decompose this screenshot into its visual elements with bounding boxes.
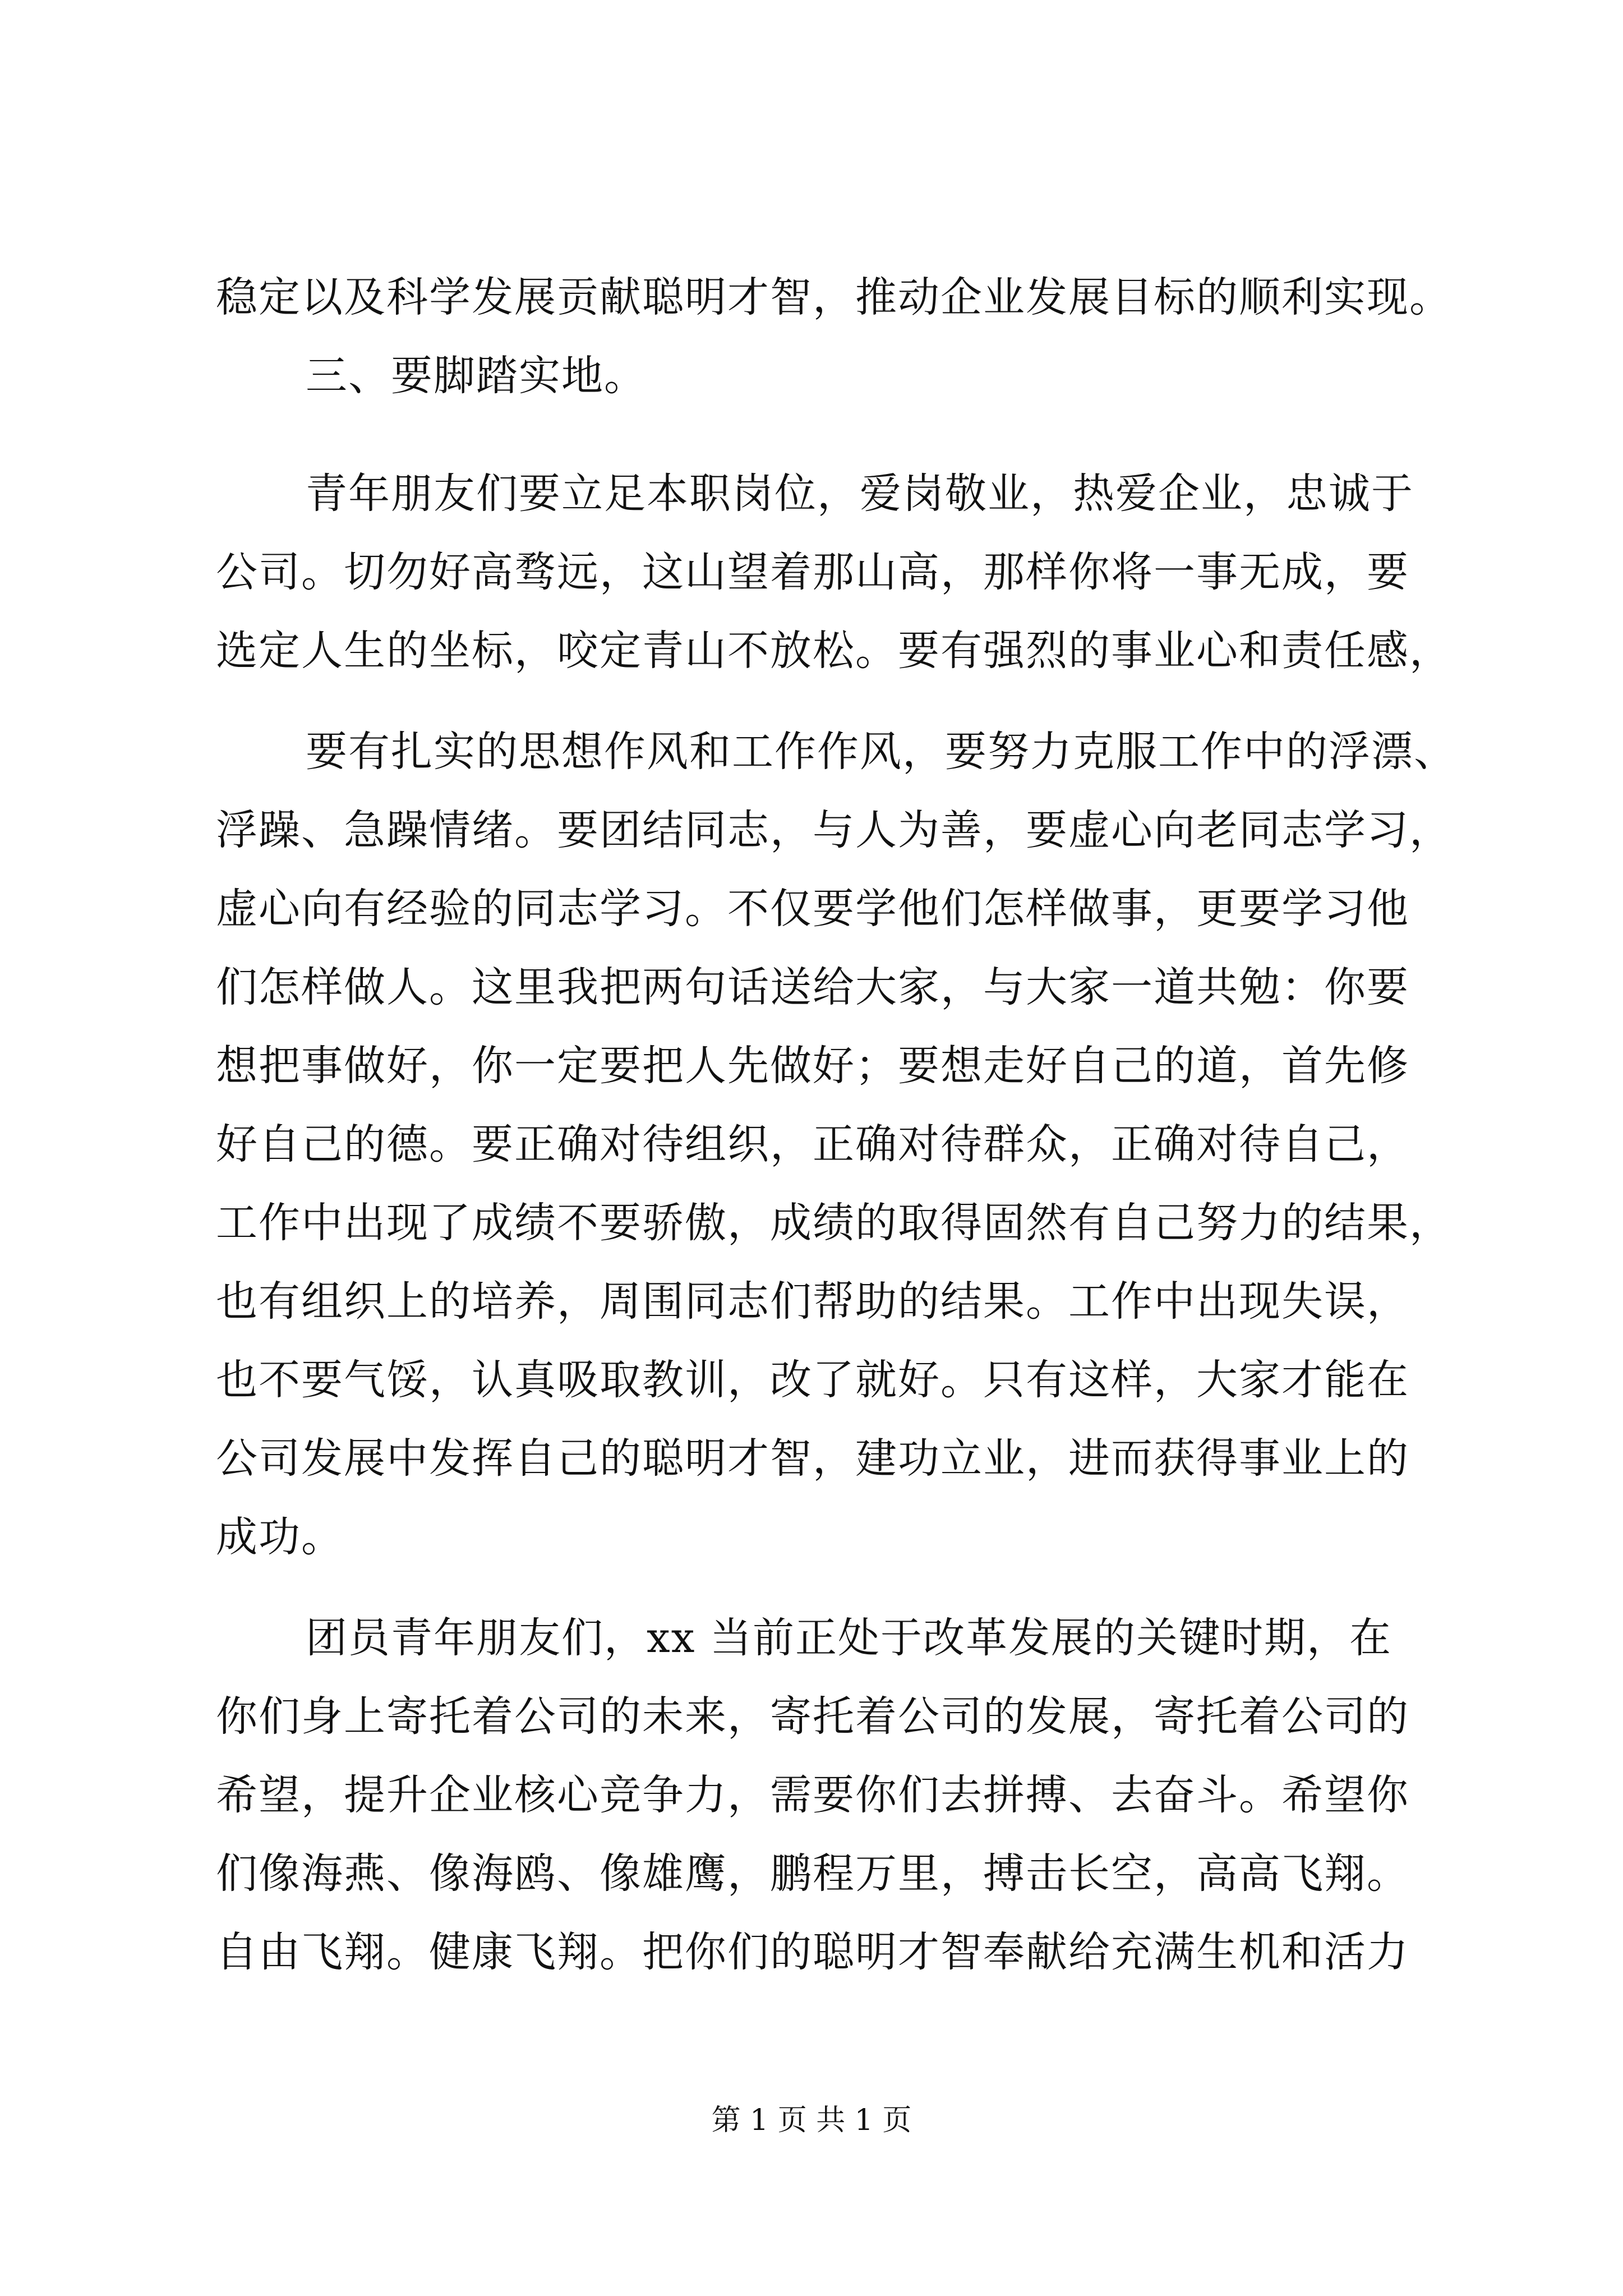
text-line: 浮躁、急躁情绪。要团结同志，与人为善，要虚心向老同志学习， (216, 806, 1452, 854)
text-line: 想把事做好，你一定要把人先做好；要想走好自己的道，首先修 (216, 1042, 1409, 1090)
text-line: 成功。 (216, 1513, 344, 1561)
text-line: 好自己的德。要正确对待组织，正确对待群众，正确对待自己， (216, 1120, 1409, 1168)
text-line: 们怎样做人。这里我把两句话送给大家，与大家一道共勉：你要 (216, 963, 1409, 1011)
text-line: 们像海燕、像海鸥、像雄鹰，鹏程万里，搏击长空，高高飞翔。 (216, 1849, 1409, 1898)
text-line: 自由飞翔。健康飞翔。把你们的聪明才智奉献给充满生机和活力 (216, 1928, 1409, 1976)
text-line: 青年朋友们要立足本职岗位，爱岗敬业，热爱企业，忠诚于 (306, 470, 1414, 518)
text-line: 虚心向有经验的同志学习。不仅要学他们怎样做事，更要学习他 (216, 885, 1409, 933)
text-line: 团员青年朋友们，xx 当前正处于改革发展的关键时期，在 (306, 1614, 1392, 1662)
section-heading: 三、要脚踏实地。 (306, 352, 647, 400)
text-line: 你们身上寄托着公司的未来，寄托着公司的发展，寄托着公司的 (216, 1692, 1409, 1741)
text-line: 选定人生的坐标，咬定青山不放松。要有强烈的事业心和责任感， (216, 627, 1452, 675)
text-line: 工作中出现了成绩不要骄傲，成绩的取得固然有自己努力的结果， (216, 1199, 1452, 1247)
text-line: 稳定以及科学发展贡献聪明才智，推动企业发展目标的顺利实现。 (216, 273, 1452, 321)
text-line: 要有扎实的思想作风和工作作风，要努力克服工作中的浮漂、 (306, 728, 1456, 776)
text-line: 也不要气馁，认真吸取教训，改了就好。只有这样，大家才能在 (216, 1356, 1409, 1404)
page-footer: 第 1 页 共 1 页 (711, 2104, 912, 2137)
text-line: 也有组织上的培养，周围同志们帮助的结果。工作中出现失误， (216, 1277, 1409, 1326)
text-line: 公司。切勿好高骛远，这山望着那山高，那样你将一事无成，要 (216, 548, 1409, 596)
text-line: 希望，提升企业核心竞争力，需要你们去拼搏、去奋斗。希望你 (216, 1771, 1409, 1819)
text-line: 公司发展中发挥自己的聪明才智，建功立业，进而获得事业上的 (216, 1434, 1409, 1483)
